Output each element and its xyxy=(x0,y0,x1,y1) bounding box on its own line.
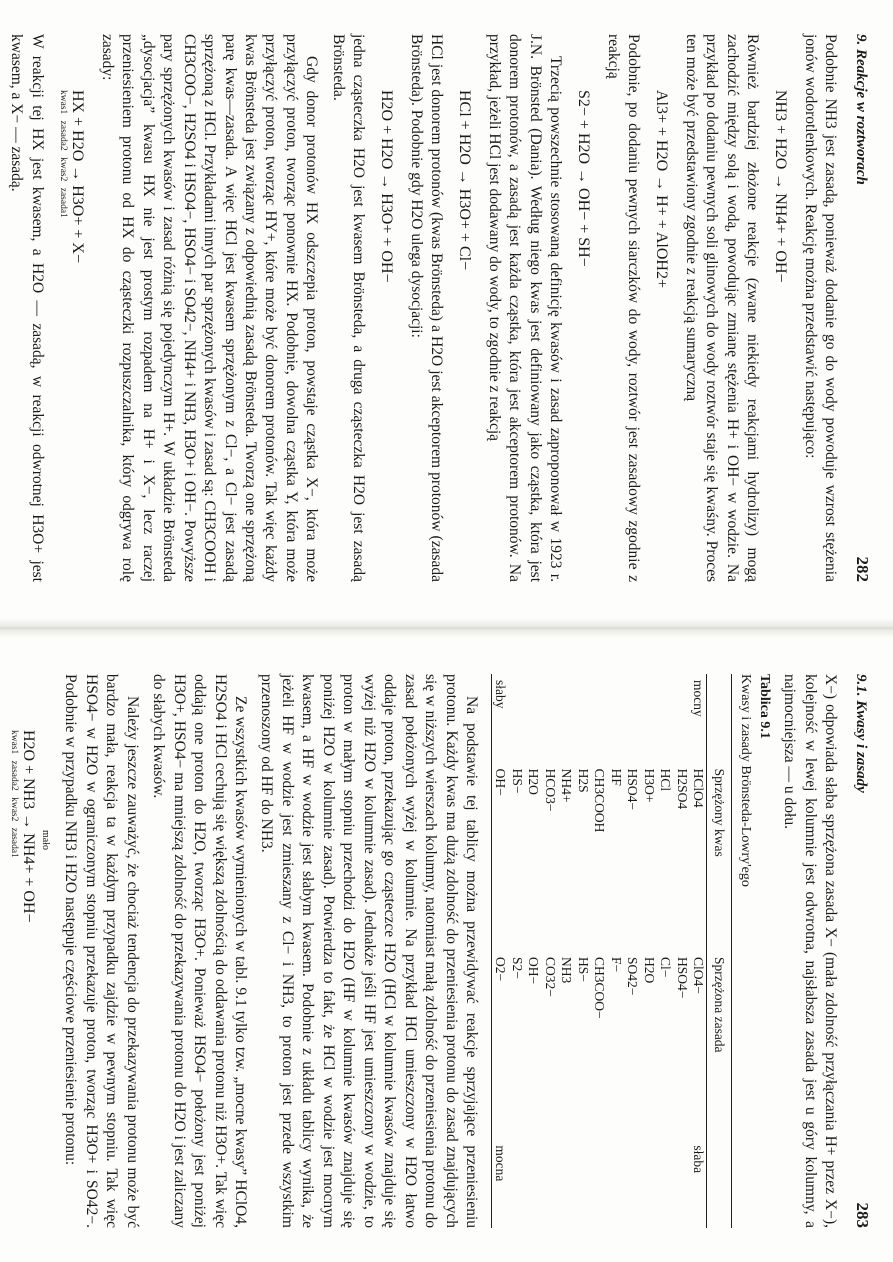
paragraph: Należy jeszcze zauważyć, że chociaż tendencja do przekazywania protonu może być bardzo mała, reakcja ta w każdym przypadku zajdzie w pewnym stopniu. Tak więc HSO4− w H2O w ograniczonym stopniu przekazuje proton, tworząc H3O+ i SO42−. Podobnie w przypadku NH3 i H2O następuje częściowe przeniesienie protonu: xyxy=(62,674,141,1228)
acid-cell: H2SO4 xyxy=(674,768,690,810)
base-strength-label xyxy=(673,1139,689,1228)
base-cell: Cl− xyxy=(658,956,674,978)
table-row xyxy=(640,674,656,1228)
running-title: 9.1. Kwasy i zasady xyxy=(853,674,869,793)
page-number: 282 xyxy=(853,556,872,582)
acid-strength-label xyxy=(508,674,524,763)
acid-cell: H2S xyxy=(575,768,591,793)
acid-cell: HCO3− xyxy=(542,768,558,812)
base-strength-label xyxy=(591,1139,607,1228)
acid-strength-label xyxy=(607,674,623,763)
acid-cell: HF xyxy=(608,768,624,786)
acid-cell: OH− xyxy=(493,768,509,796)
running-title: 9. Reakcje w roztworach xyxy=(853,34,869,185)
table-header-blank xyxy=(707,1139,732,1228)
paragraph: Trzecią powszechnie stosowaną definicję kwasów i zasad zaproponował w 1923 r. J.N. Brönsted (Dania). Według niego kwas jest definiowany jako cząstka, która jest donorem protonów, a zasadą jest każda cząstka, która jest akceptorem protonów. Na przykład, jeżeli HCl jest dodawany do wody, to zgodnie z reakcją xyxy=(485,34,565,582)
base-cell: NH3 xyxy=(559,956,575,984)
base-strength-label xyxy=(607,1139,623,1228)
base-strength-label: słaba xyxy=(691,1145,707,1174)
acid-cell: NH4+ xyxy=(559,768,575,803)
base-cell: OH− xyxy=(526,956,542,985)
paragraph: Również bardziej złożone reakcje (zwane niekiedy reakcjami hydrolizy) mogą zachodzić między solą i wodą, powodując zmianę stężenia H+ i OH− w wodzie. Na przykład po dodaniu pewnych soli glinowych do wody roztwór staje się kwaśny. Proces ten może być przedstawiony zgodnie z reakcją sumaryczną xyxy=(682,34,762,582)
acid-cell: H2O xyxy=(526,768,542,795)
base-cell: CO32− xyxy=(542,956,558,997)
acid-strength-label xyxy=(541,674,557,763)
table-row xyxy=(624,674,640,1228)
left-page xyxy=(0,0,893,616)
paragraph: Gdy donor protonów HX odszczepia proton, powstaje cząstka X−, która może przyłączyć proton, tworząc ponownie HX. Podobnie, dowolna cząstka Y, która może przyłączyć proton, tworząc HY+, które może być donorem protonów. Tak więc każdy kwas Brönsteda jest związany z odpowiednią zasadą Brönsteda. Tworzą one sprzężoną parę kwas—zasada. A więc HCl jest kwasem sprzężonym z Cl−, a Cl− jest zasadą sprzężoną z HCl. Przykładami innych par sprzężonych kwasów i zasad są: CH3COOH i CH3COO−, H2SO4 i HSO4−, HSO4− i SO42−, NH4+ i NH3, H3O+ i OH−. Powyższe pary sprzężonych kwasów i zasad różnią się pojedynczym H+. W układzie Brönsteda „dysocjacja” kwasu HX nie jest prostym rozpadem na H+ i X−, lecz raczej przeniesieniem protonu od HX do cząsteczki rozpuszczalnika, który odgrywa rolę zasady: xyxy=(98,34,321,582)
base-cell: H2O xyxy=(641,956,657,984)
table-row xyxy=(558,674,574,1228)
table-row xyxy=(591,674,607,1228)
acid-strength-label xyxy=(640,674,656,763)
acid-cell: HS− xyxy=(509,768,525,794)
equation: S2− + H2O → OH− + SH− xyxy=(575,90,593,267)
base-strength-label: mocna xyxy=(493,1145,509,1182)
paragraph: HCl jest donorem protonów (kwas Brönsteda) a H2O jest akceptorem protonów (zasada Brönsteda). Podobnie gdy H2O ulega dysocjacji: xyxy=(407,34,446,582)
base-cell: HSO4− xyxy=(674,956,690,999)
table-label: Tablica 9.1 xyxy=(756,674,772,739)
equation: Al3+ + H2O → H+ + AlOH2+ xyxy=(653,90,671,289)
base-strength-label xyxy=(657,1139,673,1228)
right-page xyxy=(0,640,893,1262)
base-cell: HS− xyxy=(575,956,591,982)
paragraph: W reakcji tej HX jest kwasem, a H2O — zasadą, w reakcji odwrotnej H3O+ jest kwasem, a X− — zasadą. xyxy=(8,34,46,582)
table-header-blank xyxy=(707,674,732,763)
acid-cell: HSO4− xyxy=(625,768,641,810)
acid-strength-label xyxy=(591,674,607,763)
base-cell: O2− xyxy=(493,956,509,982)
acid-strength-label xyxy=(657,674,673,763)
table-row xyxy=(574,674,590,1228)
right-running-header xyxy=(850,674,873,1228)
paragraph: jedna cząsteczka H2O jest kwasem Brönsteda, a druga cząsteczka H2O jest zasadą Brönsteda. xyxy=(329,34,368,582)
table-row xyxy=(657,674,673,1228)
table-row xyxy=(508,674,524,1228)
acid-strength-label: mocny xyxy=(691,680,707,717)
equation: H2O + NH3 → NH4+ + OH− xyxy=(19,730,37,923)
paragraph: Ze wszystkich kwasów wymienionych w tabl. 9.1 tylko tzw. „mocne kwasy” HClO4, H2SO4 i HCl cechują się większą zdolnością do oddawania protonu niż H3O+. Tak więc oddają one proton do H2O, tworząc H3O+. Ponieważ HSO4− położony jest poniżej H3O+, HSO4− ma mniejszą zdolność do przekazywania protonu do H2O i jest zaliczany do słabych kwasów. xyxy=(150,674,250,1228)
equation: NH3 + H2O → NH4+ + OH− xyxy=(772,90,790,283)
table-row xyxy=(607,674,623,1228)
acid-strength-label xyxy=(673,674,689,763)
acid-strength-label: słaby xyxy=(493,680,509,709)
table-row xyxy=(525,674,541,1228)
paragraph: Podobnie NH3 jest zasadą, ponieważ dodanie go do wody powoduje wzrost stężenia jonów wodorotlenkowych. Reakcję można przedstawić następująco: xyxy=(801,34,840,582)
base-strength-label xyxy=(558,1139,574,1228)
acid-cell: HClO4 xyxy=(691,768,707,808)
base-strength-label xyxy=(541,1139,557,1228)
base-cell: CH3COO− xyxy=(592,956,608,1019)
base-strength-label xyxy=(574,1139,590,1228)
table-title: Kwasy i zasady Brönsteda-Lowry'ego xyxy=(738,674,754,887)
base-cell: F− xyxy=(608,956,624,973)
equation: HCl + H2O → H3O+ + Cl− xyxy=(456,90,474,271)
table-row xyxy=(690,674,707,1228)
equation-with-labels xyxy=(57,90,89,582)
table-body xyxy=(492,674,707,1228)
acid-strength-label xyxy=(574,674,590,763)
table-header-base: Sprzężona zasada xyxy=(707,951,732,1139)
equation: H2O + H2O → H3O+ + OH− xyxy=(378,90,396,283)
page-number: 283 xyxy=(853,1202,872,1228)
base-cell: ClO4− xyxy=(691,956,707,994)
acid-cell: CH3COOH xyxy=(592,768,608,833)
base-strength-label xyxy=(640,1139,656,1228)
paragraph: Podobnie, po dodaniu pewnych siarczków do wody, roztwór jest zasadowy zgodnie z reakcją xyxy=(604,34,643,582)
acid-base-table xyxy=(491,674,732,1228)
base-strength-label xyxy=(624,1139,640,1228)
table-row xyxy=(673,674,689,1228)
table-header-acid: Sprzężony kwas xyxy=(707,763,732,951)
arrow-annotation: mało xyxy=(39,830,51,850)
acid-strength-label xyxy=(525,674,541,763)
paragraph: X−) odpowiada słaba sprzężona zasada X− (mała zdolność przyłączania H+ przez X−), kolejność w lewej kolumnie jest odwrotna, najsłabsza zasada jest u góry kolumny, a najmocniejsza — u dołu. xyxy=(781,674,840,1228)
acid-cell: HCl xyxy=(658,768,674,792)
equation-sublabels: kwas1 zasada2 kwas2 zasada1 xyxy=(58,90,69,218)
book-gutter xyxy=(0,618,893,638)
table-row xyxy=(541,674,557,1228)
base-strength-label xyxy=(525,1139,541,1228)
base-cell: SO42− xyxy=(625,956,641,996)
acid-strength-label xyxy=(624,674,640,763)
equation: HX + H2O → H3O+ + X− xyxy=(69,90,87,263)
table-row xyxy=(492,674,509,1228)
acid-strength-label xyxy=(558,674,574,763)
left-running-header xyxy=(850,34,873,582)
paragraph: Na podstawie tej tablicy można przewidywać reakcje sprzyjające przeniesieniu protonu. Każdy kwas ma dużą zdolność do przeniesienia protonu do zasad znajdujących się w niższych wierszach kolumny, natomiast małą zdolność do przeniesienia protonu do zasad położonych wyżej w kolumnie. Na przykład HCl umieszczony w H2O łatwo oddaje proton, przekazując go cząsteczce H2O (HCl w kolumnie kwasów znajduje się wyżej niż H2O w kolumnie zasad). Jednakże jeśli HF jest umieszczony w wodzie, to proton w małym stopniu przechodzi do H2O (HF w kolumnie kwasów znajduje się poniżej H2O w kolumnie zasad). Potwierdza to fakt, że HCl w wodzie jest mocnym kwasem, a HF w wodzie jest słabym kwasem. Podobnie z układu tablicy wynika, że jeżeli HF w wodzie jest zmieszany z Cl− i NH3, to proton jest przede wszystkim przenoszony od HF do NH3. xyxy=(258,674,480,1228)
equation-sublabels: kwas1 zasada2 kwas2 zasada1 xyxy=(8,730,19,858)
base-strength-label xyxy=(508,1139,524,1228)
acid-cell: H3O+ xyxy=(641,768,657,803)
base-cell: S2− xyxy=(509,956,525,979)
equation-with-labels xyxy=(7,730,52,1228)
table-caption xyxy=(736,674,773,1228)
